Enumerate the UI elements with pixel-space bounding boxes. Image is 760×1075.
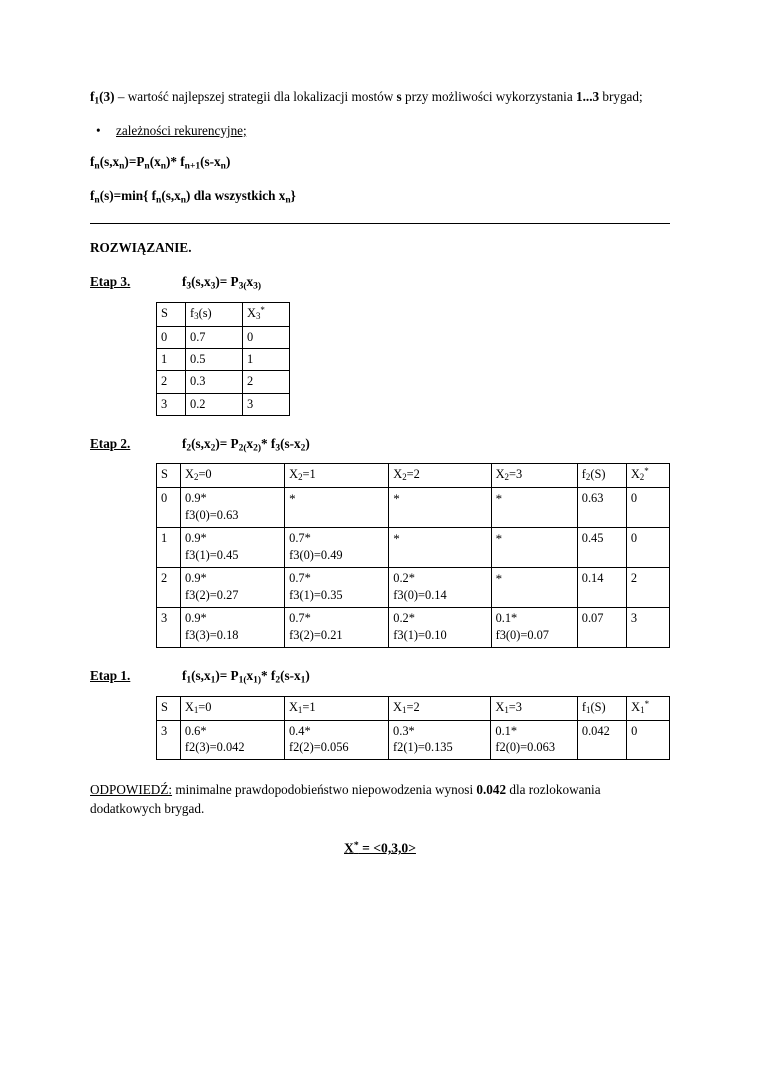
table-row xyxy=(157,302,290,326)
answer-text-after: dla rozlokowania dodatkowych brygad. xyxy=(90,781,601,816)
stage-1-heading xyxy=(90,668,670,685)
col-header-f2S: $f_2(S)$ xyxy=(577,464,626,488)
table-row xyxy=(157,608,670,648)
cell-x2-1: 0.7* f3(1)=0.35 xyxy=(285,568,389,608)
cell-x1star: 0 xyxy=(627,720,670,759)
col-header-x2-1: $X_2=1$ xyxy=(285,464,389,488)
cell-s: 0 xyxy=(157,488,181,528)
cell-f2: 0.07 xyxy=(577,608,626,648)
cell-x2star: 0 xyxy=(626,528,669,568)
cell-x2-3: 0.1* f3(0)=0.07 xyxy=(491,608,577,648)
cell-x3: 2 xyxy=(243,371,290,393)
cell-x2-2: * xyxy=(389,528,491,568)
col-header-f1S: $f_1(S)$ xyxy=(577,696,626,720)
cell-x2-1: 0.7* f3(0)=0.49 xyxy=(285,528,389,568)
stage-2-label: Etap 2. xyxy=(90,436,131,452)
cell-f2: 0.63 xyxy=(577,488,626,528)
cell-s: 1 xyxy=(157,348,186,370)
cell-s: 3 xyxy=(157,393,186,415)
cell-x1-2: 0.3* f2(1)=0.135 xyxy=(389,720,491,759)
cell-f1: 0.042 xyxy=(577,720,626,759)
cell-f3: 0.7 xyxy=(186,326,243,348)
table-row xyxy=(157,464,670,488)
stage-2-heading xyxy=(90,436,670,453)
cell-x3: 1 xyxy=(243,348,290,370)
col-header-x2-2: $X_2=2$ xyxy=(389,464,491,488)
bullet-label: zależności rekurencyjne; xyxy=(116,122,247,138)
bullet-recurrence xyxy=(90,123,670,139)
bullet-dot-icon: • xyxy=(96,122,101,138)
table-row xyxy=(157,696,670,720)
section-title: ROZWIĄZANIE. xyxy=(90,240,192,256)
table-row xyxy=(157,326,290,348)
table-row xyxy=(157,488,670,528)
cell-f2: 0.14 xyxy=(577,568,626,608)
cell-x3: 3 xyxy=(243,393,290,415)
col-header-x1-2: $X_1=2$ xyxy=(389,696,491,720)
cell-s: 1 xyxy=(157,528,181,568)
cell-s: 0 xyxy=(157,326,186,348)
formula-recurrence-1: $f_n(s,x_n)=P_n(x_n)*$ $f_{n+1}(s-x_n)$ xyxy=(90,153,231,172)
cell-f3: 0.3 xyxy=(186,371,243,393)
cell-x3: 0 xyxy=(243,326,290,348)
col-header-x2-0: $X_2=0$ xyxy=(181,464,285,488)
col-header-s: S xyxy=(157,464,181,488)
horizontal-divider xyxy=(90,223,670,224)
cell-s: 2 xyxy=(157,371,186,393)
col-header-f3s: $f_3(s)$ xyxy=(186,302,243,326)
answer-text-before: minimalne prawdopodobieństwo niepowodzenia wynosi xyxy=(172,781,477,797)
answer-label: ODPOWIEDŹ: xyxy=(90,781,173,797)
table-row xyxy=(157,348,290,370)
stage-3-table xyxy=(156,302,290,417)
stage-2-table xyxy=(156,463,670,648)
cell-x1-1: 0.4* f2(2)=0.056 xyxy=(284,720,388,759)
stage-1-label: Etap 1. xyxy=(90,668,131,684)
cell-x1-3: 0.1* f2(0)=0.063 xyxy=(491,720,578,759)
cell-x2-2: * xyxy=(389,488,491,528)
cell-x2-2: 0.2* f3(1)=0.10 xyxy=(389,608,491,648)
cell-x2-3: * xyxy=(491,568,577,608)
answer-value: 0.042 xyxy=(476,781,507,797)
intro-paragraph: $f_1(3)$ – wartość najlepszej strategii dla lokalizacji mostów s przy możliwości wykorzystania 1...3 brygad; xyxy=(90,89,643,107)
cell-x1-0: 0.6* f2(3)=0.042 xyxy=(180,720,284,759)
cell-x2-0: 0.9* f3(2)=0.27 xyxy=(181,568,285,608)
cell-f3: 0.5 xyxy=(186,348,243,370)
document-content xyxy=(90,88,670,856)
stage-2-equation: $f_2(s,x_2)= P_{2(}x_{2)}*$ $f_3(s-x_2)$ xyxy=(182,436,310,454)
stage-1-table xyxy=(156,696,670,760)
cell-x2-1: * xyxy=(285,488,389,528)
formula-recurrence-2: $f_n(s)=\min${ $f_n(s,x_n)$ dla wszystkich $x_n$} xyxy=(90,187,296,205)
table-row xyxy=(157,568,670,608)
cell-f2: 0.45 xyxy=(577,528,626,568)
cell-x2-3: * xyxy=(491,488,577,528)
col-header-x2star: $X_2^*$ xyxy=(626,464,669,488)
stage-1-equation: $f_1(s,x_1)= P_{1(}x_{1)}*$ $f_2(s-x_1)$ xyxy=(182,668,310,686)
cell-x2-0: 0.9* f3(3)=0.18 xyxy=(181,608,285,648)
col-header-x1-1: $X_1=1$ xyxy=(284,696,388,720)
stage-3-label: Etap 3. xyxy=(90,274,131,290)
cell-f3: 0.2 xyxy=(186,393,243,415)
col-header-s: S xyxy=(157,302,186,326)
cell-x2star: 2 xyxy=(626,568,669,608)
table-row xyxy=(157,393,290,415)
cell-s: 3 xyxy=(157,720,181,759)
table-row xyxy=(157,371,290,393)
col-header-x3star: $X_3^*$ xyxy=(243,302,290,326)
cell-x2star: 0 xyxy=(626,488,669,528)
table-row xyxy=(157,528,670,568)
stage-3-equation: $f_3(s,x_3)= P_{3(}x_{3)}$ xyxy=(182,274,262,292)
table-row xyxy=(157,720,670,759)
col-header-s: S xyxy=(157,696,181,720)
cell-x2star: 3 xyxy=(626,608,669,648)
col-header-x2-3: $X_2=3$ xyxy=(491,464,577,488)
stage-3-heading xyxy=(90,274,670,291)
col-header-x1star: $X_1^*$ xyxy=(627,696,670,720)
cell-x2-1: 0.7* f3(2)=0.21 xyxy=(285,608,389,648)
cell-s: 2 xyxy=(157,568,181,608)
cell-s: 3 xyxy=(157,608,181,648)
col-header-x1-0: $X_1=0$ xyxy=(180,696,284,720)
cell-x2-0: 0.9* f3(0)=0.63 xyxy=(181,488,285,528)
cell-x2-3: * xyxy=(491,528,577,568)
cell-x2-0: 0.9* f3(1)=0.45 xyxy=(181,528,285,568)
col-header-x1-3: $X_1=3$ xyxy=(491,696,578,720)
answer-paragraph xyxy=(90,780,670,818)
final-result: X* = <0,3,0> xyxy=(344,839,416,856)
cell-x2-2: 0.2* f3(0)=0.14 xyxy=(389,568,491,608)
